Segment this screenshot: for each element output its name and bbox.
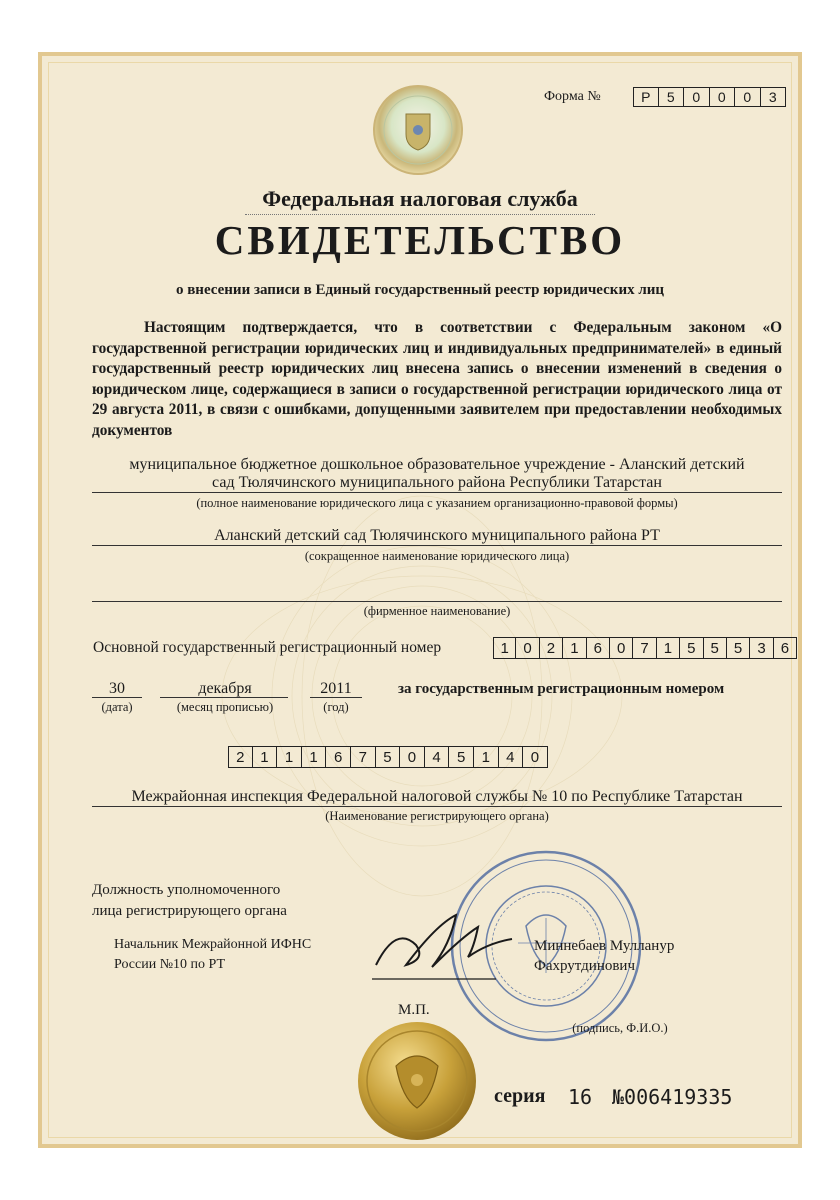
ogrn-digit: 5 <box>727 637 750 659</box>
short-name-underline <box>92 545 782 546</box>
date-month-underline <box>160 697 288 698</box>
full-name-underline <box>92 492 782 493</box>
ogrn-digit: 5 <box>704 637 727 659</box>
grn-digit: 5 <box>449 746 474 768</box>
grn-digit: 0 <box>523 746 548 768</box>
date-year: 2011 <box>320 680 352 697</box>
signature-caption: (подпись, Ф.И.О.) <box>572 1021 668 1035</box>
ogrn-digit: 6 <box>587 637 610 659</box>
serial-number: №006419335 <box>612 1085 733 1109</box>
hologram-emblem-icon <box>372 84 464 176</box>
form-number-label: Форма № <box>544 89 601 104</box>
signatory-name-line1: Миннебаев Мулланур <box>534 938 675 954</box>
grn-digit: 1 <box>474 746 499 768</box>
date-month: декабря <box>198 680 252 697</box>
grn-digit: 1 <box>302 746 327 768</box>
ogrn-digit: 1 <box>493 637 516 659</box>
date-year-underline <box>310 697 362 698</box>
brand-name-caption: (фирменное наименование) <box>363 604 511 618</box>
signatory-title-line1: Начальник Межрайонной ИФНС <box>114 937 312 952</box>
grn-digit: 2 <box>228 746 253 768</box>
short-name: Аланский детский сад Тюлячинского муниципального района РТ <box>214 527 660 544</box>
date-day-underline <box>92 697 142 698</box>
authority-caption: (Наименование регистрирующего органа) <box>325 809 549 823</box>
ogrn-digit: 0 <box>610 637 633 659</box>
position-line1: Должность уполномоченного <box>92 882 281 898</box>
authority-underline <box>92 806 782 807</box>
grn-digit: 4 <box>499 746 524 768</box>
ogrn-boxes <box>493 637 797 659</box>
certificate-subtitle: о внесении записи в Единый государственный реестр юридических лиц <box>175 282 665 298</box>
ogrn-digit: 5 <box>680 637 703 659</box>
ogrn-digit: 7 <box>633 637 656 659</box>
series-number: 16 <box>568 1085 593 1109</box>
date-year-caption: (год) <box>323 700 349 714</box>
form-number-digit: Р <box>633 87 659 107</box>
certificate-title: СВИДЕТЕЛЬСТВО <box>214 217 626 263</box>
seal-place-label: М.П. <box>398 1002 430 1018</box>
form-number-boxes <box>633 87 786 107</box>
form-number-digit: 0 <box>710 87 736 107</box>
brand-name-underline <box>92 601 782 602</box>
grn-label: за государственным регистрационным номером <box>398 681 725 697</box>
grn-digit: 7 <box>351 746 376 768</box>
ogrn-label: Основной государственный регистрационный номер <box>93 639 442 656</box>
agency-name: Федеральная налоговая служба <box>262 186 578 211</box>
grn-digit: 1 <box>253 746 278 768</box>
signatory-title-line2: России №10 по РТ <box>114 957 226 972</box>
form-number-digit: 0 <box>684 87 710 107</box>
authority-name: Межрайонная инспекция Федеральной налоговой службы № 10 по Республике Татарстан <box>131 788 743 805</box>
grn-digit: 1 <box>277 746 302 768</box>
ogrn-digit: 3 <box>750 637 773 659</box>
ogrn-digit: 2 <box>540 637 563 659</box>
handwritten-signature-icon <box>372 905 522 985</box>
grn-digit: 6 <box>326 746 351 768</box>
grn-digit: 0 <box>400 746 425 768</box>
form-number-digit: 3 <box>761 87 787 107</box>
form-number-digit: 5 <box>659 87 685 107</box>
ogrn-digit: 1 <box>657 637 680 659</box>
full-name-line2: сад Тюлячинского муниципального района Республики Татарстан <box>212 474 662 491</box>
date-month-caption: (месяц прописью) <box>176 700 274 714</box>
grn-digit: 5 <box>376 746 401 768</box>
series-label: серия <box>494 1085 546 1107</box>
agency-underline <box>245 214 595 215</box>
full-name-line1: муниципальное бюджетное дошкольное образовательное учреждение - Аланский детский <box>129 456 745 473</box>
ogrn-digit: 1 <box>563 637 586 659</box>
date-day: 30 <box>109 680 125 697</box>
form-number-digit: 0 <box>735 87 761 107</box>
signatory-name-line2: Фахрутдинович <box>534 958 636 974</box>
gold-seal-icon <box>356 1020 478 1142</box>
certificate-body-text: Настоящим подтверждается, что в соответствии с Федеральным законом «О государственной регистрации юридических лиц и индивидуальных предпринимателей» в единый государственный реестр юридических лиц внесена запись о внесении изменений в сведения о юридическом лице, содержащиеся в записи о государственной регистрации юридического лица от 29 августа 2011, в связи с ошибками, допущенными заявителем при предоставлении необходимых документов <box>92 319 782 439</box>
grn-digit: 4 <box>425 746 450 768</box>
short-name-caption: (сокращенное наименование юридического лица) <box>304 549 570 563</box>
full-name-caption: (полное наименование юридического лица с указанием организационно-правовой формы) <box>196 496 678 510</box>
ogrn-digit: 6 <box>774 637 797 659</box>
position-line2: лица регистрирующего органа <box>92 903 287 919</box>
grn-boxes <box>228 746 548 768</box>
date-day-caption: (дата) <box>101 700 133 714</box>
ogrn-digit: 0 <box>516 637 539 659</box>
